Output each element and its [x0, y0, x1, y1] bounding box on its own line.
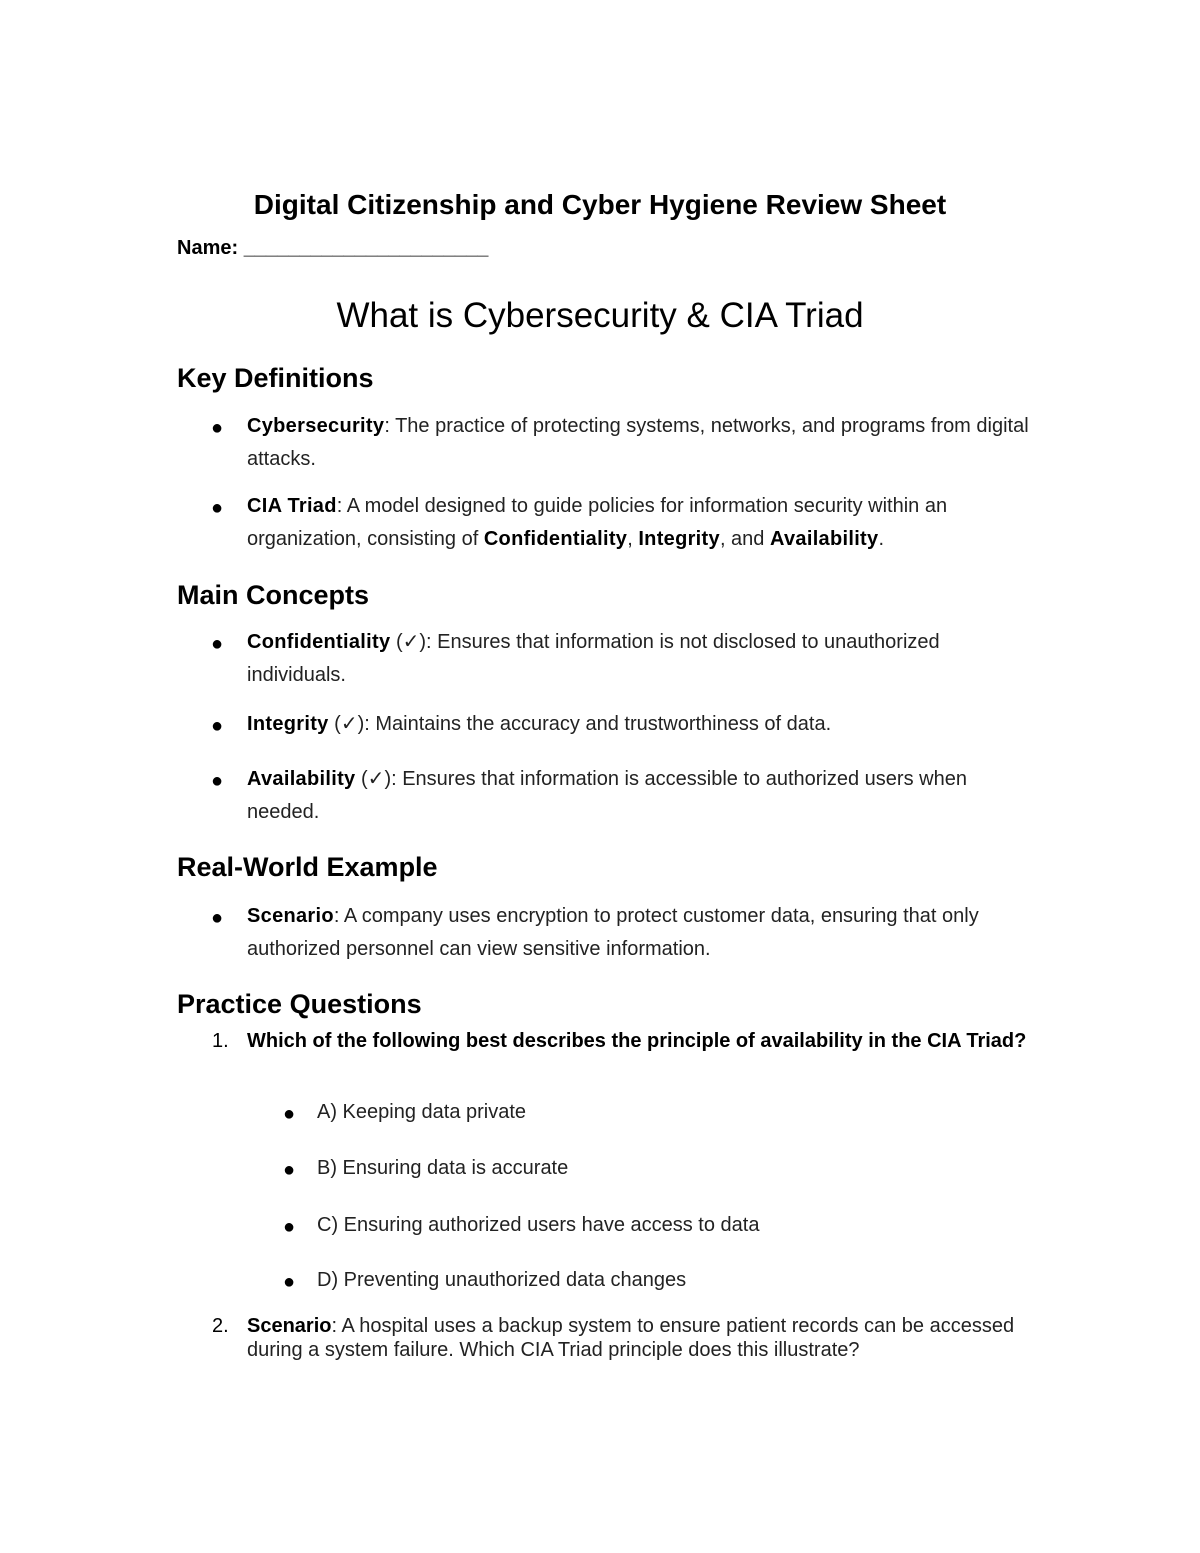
question-number: 1.: [212, 1030, 229, 1052]
name-label: Name:: [177, 237, 239, 259]
question-text: : A hospital uses a backup system to ensure patient records can be accessed during a system failure. Which CIA Triad principle does this illustrate?: [247, 1315, 1015, 1361]
term: CIA Triad: [247, 495, 337, 517]
real-world-heading: Real-World Example: [177, 852, 438, 882]
bullet-icon: ●: [211, 417, 224, 439]
bullet-icon: ●: [211, 907, 224, 929]
document-title: Digital Citizenship and Cyber Hygiene Review Sheet: [253, 189, 947, 220]
bullet-icon: ●: [283, 1271, 296, 1293]
section-title: What is Cybersecurity & CIA Triad: [336, 296, 864, 335]
separator: , and: [719, 528, 770, 550]
concept-confidentiality: [247, 626, 1037, 692]
bullet-icon: ●: [283, 1159, 296, 1181]
question-1-option-b: B) Ensuring data is accurate: [317, 1157, 569, 1179]
term-integrity: Integrity: [638, 528, 720, 550]
concept-text: (✓): Ensures that information is not disclosed to unauthorized individuals.: [247, 631, 940, 686]
name-blank: ______________________: [243, 237, 489, 259]
question-1-option-c: C) Ensuring authorized users have access to data: [317, 1214, 760, 1236]
term: Confidentiality: [247, 631, 391, 653]
question-number: 2.: [212, 1315, 229, 1337]
period: .: [878, 528, 885, 550]
bullet-icon: ●: [283, 1216, 296, 1238]
question-2-text: [247, 1314, 1037, 1362]
term: Availability: [247, 768, 356, 790]
term: Scenario: [247, 905, 334, 927]
key-definitions-heading: Key Definitions: [177, 363, 374, 393]
term-availability: Availability: [769, 528, 879, 550]
bullet-icon: ●: [211, 633, 224, 655]
scenario-text: : A company uses encryption to protect customer data, ensuring that only authorized personnel can view sensitive information.: [247, 905, 979, 960]
question-1-option-d: D) Preventing unauthorized data changes: [317, 1269, 687, 1291]
question-text: Which of the following best describes the principle of availability in the CIA Triad?: [247, 1030, 1027, 1052]
real-world-scenario: [247, 900, 1037, 966]
name-field: [177, 236, 488, 260]
concept-availability: [247, 763, 1037, 829]
term: Integrity: [247, 713, 329, 735]
bullet-icon: ●: [283, 1103, 296, 1125]
definition-text: : The practice of protecting systems, networks, and programs from digital attacks.: [247, 415, 1029, 470]
definition-cybersecurity: [247, 410, 1037, 476]
definition-cia-triad: [247, 490, 1037, 556]
concept-text: (✓): Ensures that information is accessible to authorized users when needed.: [247, 768, 967, 823]
bullet-icon: ●: [211, 770, 224, 792]
term: Cybersecurity: [247, 415, 385, 437]
bullet-icon: ●: [211, 497, 224, 519]
bullet-icon: ●: [211, 715, 224, 737]
term-confidentiality: Confidentiality: [483, 528, 628, 550]
question-1-option-a: A) Keeping data private: [317, 1101, 527, 1123]
practice-questions-heading: Practice Questions: [177, 989, 422, 1019]
separator: ,: [627, 528, 639, 550]
definition-text: : A model designed to guide policies for information security within an organization, consisting of: [247, 495, 948, 550]
concept-text: (✓): Maintains the accuracy and trustworthiness of data.: [328, 713, 832, 735]
main-concepts-heading: Main Concepts: [177, 580, 370, 610]
term: Scenario: [247, 1315, 332, 1337]
concept-integrity: [247, 708, 1037, 741]
question-1-text: [247, 1029, 1037, 1053]
